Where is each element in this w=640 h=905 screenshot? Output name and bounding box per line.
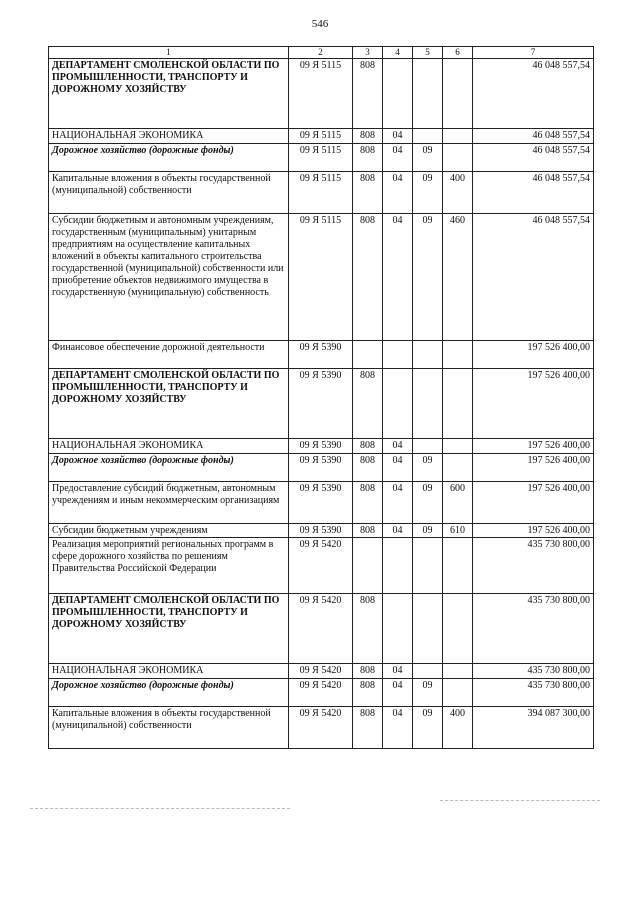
row-col3: 808 <box>353 59 383 129</box>
row-col4: 04 <box>383 679 413 707</box>
row-amount: 197 526 400,00 <box>473 482 594 524</box>
row-code: 09 Я 5115 <box>289 172 353 214</box>
table-row <box>49 524 594 538</box>
row-code: 09 Я 5420 <box>289 538 353 594</box>
row-col5 <box>413 129 443 144</box>
row-col3 <box>353 341 383 369</box>
row-amount: 197 526 400,00 <box>473 341 594 369</box>
row-col6 <box>443 369 473 439</box>
table-row <box>49 594 594 664</box>
row-code: 09 Я 5390 <box>289 369 353 439</box>
row-amount: 46 048 557,54 <box>473 172 594 214</box>
row-col3: 808 <box>353 172 383 214</box>
row-col5 <box>413 664 443 679</box>
row-amount: 46 048 557,54 <box>473 144 594 172</box>
row-col6 <box>443 144 473 172</box>
scan-artifact-line <box>440 800 600 801</box>
row-col6 <box>443 664 473 679</box>
row-col5: 09 <box>413 524 443 538</box>
row-code: 09 Я 5420 <box>289 707 353 749</box>
row-amount: 46 048 557,54 <box>473 129 594 144</box>
row-col3: 808 <box>353 129 383 144</box>
row-col6 <box>443 129 473 144</box>
row-name: ДЕПАРТАМЕНТ СМОЛЕНСКОЙ ОБЛАСТИ ПО ПРОМЫШЛЕННОСТИ, ТРАНСПОРТУ И ДОРОЖНОМУ ХОЗЯЙСТВУ <box>49 369 289 439</box>
row-col4: 04 <box>383 454 413 482</box>
scan-artifact-line <box>30 808 290 809</box>
row-col3: 808 <box>353 454 383 482</box>
row-col3 <box>353 538 383 594</box>
row-col4 <box>383 594 413 664</box>
row-col6 <box>443 439 473 454</box>
row-col5: 09 <box>413 144 443 172</box>
table-row <box>49 482 594 524</box>
table-row <box>49 341 594 369</box>
row-col6: 610 <box>443 524 473 538</box>
table-row <box>49 129 594 144</box>
budget-table <box>48 46 594 749</box>
row-col4: 04 <box>383 172 413 214</box>
row-col4: 04 <box>383 439 413 454</box>
table-row <box>49 454 594 482</box>
row-name: Дорожное хозяйство (дорожные фонды) <box>49 454 289 482</box>
row-col6: 400 <box>443 707 473 749</box>
row-col4: 04 <box>383 664 413 679</box>
row-col6 <box>443 454 473 482</box>
row-amount: 435 730 800,00 <box>473 664 594 679</box>
row-col5 <box>413 59 443 129</box>
table-row <box>49 707 594 749</box>
row-name: НАЦИОНАЛЬНАЯ ЭКОНОМИКА <box>49 129 289 144</box>
row-name: НАЦИОНАЛЬНАЯ ЭКОНОМИКА <box>49 439 289 454</box>
row-name: Субсидии бюджетным учреждениям <box>49 524 289 538</box>
row-name: Предоставление субсидий бюджетным, автономным учреждениям и иным некоммерческим организациям <box>49 482 289 524</box>
row-col6: 460 <box>443 214 473 341</box>
row-code: 09 Я 5115 <box>289 59 353 129</box>
row-code: 09 Я 5420 <box>289 594 353 664</box>
row-col5 <box>413 594 443 664</box>
table-row <box>49 59 594 129</box>
row-col3: 808 <box>353 439 383 454</box>
table-row <box>49 439 594 454</box>
row-col4 <box>383 59 413 129</box>
row-name: Дорожное хозяйство (дорожные фонды) <box>49 144 289 172</box>
row-col6 <box>443 341 473 369</box>
column-header: 1 <box>49 47 289 59</box>
row-name: ДЕПАРТАМЕНТ СМОЛЕНСКОЙ ОБЛАСТИ ПО ПРОМЫШЛЕННОСТИ, ТРАНСПОРТУ И ДОРОЖНОМУ ХОЗЯЙСТВУ <box>49 59 289 129</box>
row-col3: 808 <box>353 144 383 172</box>
row-col4 <box>383 538 413 594</box>
table-row <box>49 664 594 679</box>
header-row <box>49 47 594 59</box>
table-row <box>49 369 594 439</box>
row-code: 09 Я 5420 <box>289 664 353 679</box>
row-amount: 394 087 300,00 <box>473 707 594 749</box>
row-name: Капитальные вложения в объекты государственной (муниципальной) собственности <box>49 172 289 214</box>
row-col5 <box>413 369 443 439</box>
row-code: 09 Я 5420 <box>289 679 353 707</box>
row-col3: 808 <box>353 707 383 749</box>
row-col5: 09 <box>413 482 443 524</box>
row-col5 <box>413 439 443 454</box>
row-col5: 09 <box>413 454 443 482</box>
row-code: 09 Я 5390 <box>289 524 353 538</box>
row-name: ДЕПАРТАМЕНТ СМОЛЕНСКОЙ ОБЛАСТИ ПО ПРОМЫШЛЕННОСТИ, ТРАНСПОРТУ И ДОРОЖНОМУ ХОЗЯЙСТВУ <box>49 594 289 664</box>
row-amount: 435 730 800,00 <box>473 538 594 594</box>
table-row <box>49 144 594 172</box>
column-header: 5 <box>413 47 443 59</box>
row-col5: 09 <box>413 214 443 341</box>
row-col6 <box>443 538 473 594</box>
column-header: 4 <box>383 47 413 59</box>
row-amount: 197 526 400,00 <box>473 369 594 439</box>
row-code: 09 Я 5390 <box>289 341 353 369</box>
row-col6 <box>443 679 473 707</box>
row-code: 09 Я 5115 <box>289 144 353 172</box>
row-col3: 808 <box>353 214 383 341</box>
row-amount: 197 526 400,00 <box>473 454 594 482</box>
row-name: Капитальные вложения в объекты государственной (муниципальной) собственности <box>49 707 289 749</box>
row-col5: 09 <box>413 172 443 214</box>
row-col4: 04 <box>383 524 413 538</box>
row-col6: 600 <box>443 482 473 524</box>
column-header: 2 <box>289 47 353 59</box>
row-code: 09 Я 5390 <box>289 454 353 482</box>
row-col4: 04 <box>383 707 413 749</box>
row-col3: 808 <box>353 679 383 707</box>
row-amount: 435 730 800,00 <box>473 594 594 664</box>
column-header: 7 <box>473 47 594 59</box>
row-name: Реализация мероприятий региональных программ в сфере дорожного хозяйства по решениям Правительства Российской Федерации <box>49 538 289 594</box>
row-code: 09 Я 5115 <box>289 214 353 341</box>
row-col3: 808 <box>353 664 383 679</box>
column-header: 3 <box>353 47 383 59</box>
row-col5 <box>413 341 443 369</box>
table-row <box>49 172 594 214</box>
row-col3: 808 <box>353 369 383 439</box>
row-col3: 808 <box>353 594 383 664</box>
row-col4: 04 <box>383 129 413 144</box>
row-col4 <box>383 341 413 369</box>
row-col4: 04 <box>383 482 413 524</box>
row-code: 09 Я 5390 <box>289 482 353 524</box>
row-amount: 46 048 557,54 <box>473 59 594 129</box>
row-amount: 197 526 400,00 <box>473 524 594 538</box>
row-col5: 09 <box>413 707 443 749</box>
table-row <box>49 214 594 341</box>
row-code: 09 Я 5390 <box>289 439 353 454</box>
column-header: 6 <box>443 47 473 59</box>
table-row <box>49 538 594 594</box>
row-col4: 04 <box>383 144 413 172</box>
row-col4 <box>383 369 413 439</box>
row-col3: 808 <box>353 524 383 538</box>
row-code: 09 Я 5115 <box>289 129 353 144</box>
table-row <box>49 679 594 707</box>
row-col5 <box>413 538 443 594</box>
row-col3: 808 <box>353 482 383 524</box>
row-name: Финансовое обеспечение дорожной деятельности <box>49 341 289 369</box>
row-name: НАЦИОНАЛЬНАЯ ЭКОНОМИКА <box>49 664 289 679</box>
row-col6 <box>443 594 473 664</box>
page-number: 546 <box>311 18 329 30</box>
row-amount: 46 048 557,54 <box>473 214 594 341</box>
row-col4: 04 <box>383 214 413 341</box>
row-col6: 400 <box>443 172 473 214</box>
row-col5: 09 <box>413 679 443 707</box>
row-name: Дорожное хозяйство (дорожные фонды) <box>49 679 289 707</box>
row-amount: 197 526 400,00 <box>473 439 594 454</box>
row-amount: 435 730 800,00 <box>473 679 594 707</box>
row-col6 <box>443 59 473 129</box>
row-name: Субсидии бюджетным и автономным учреждениям, государственным (муниципальным) унитарным предприятиям на осуществление капитальных вложений в объекты капитального строительства государственной (муниципальной) собственности или приобретение объектов недвижимого имущества в государственную (муниципальную) собственность <box>49 214 289 341</box>
